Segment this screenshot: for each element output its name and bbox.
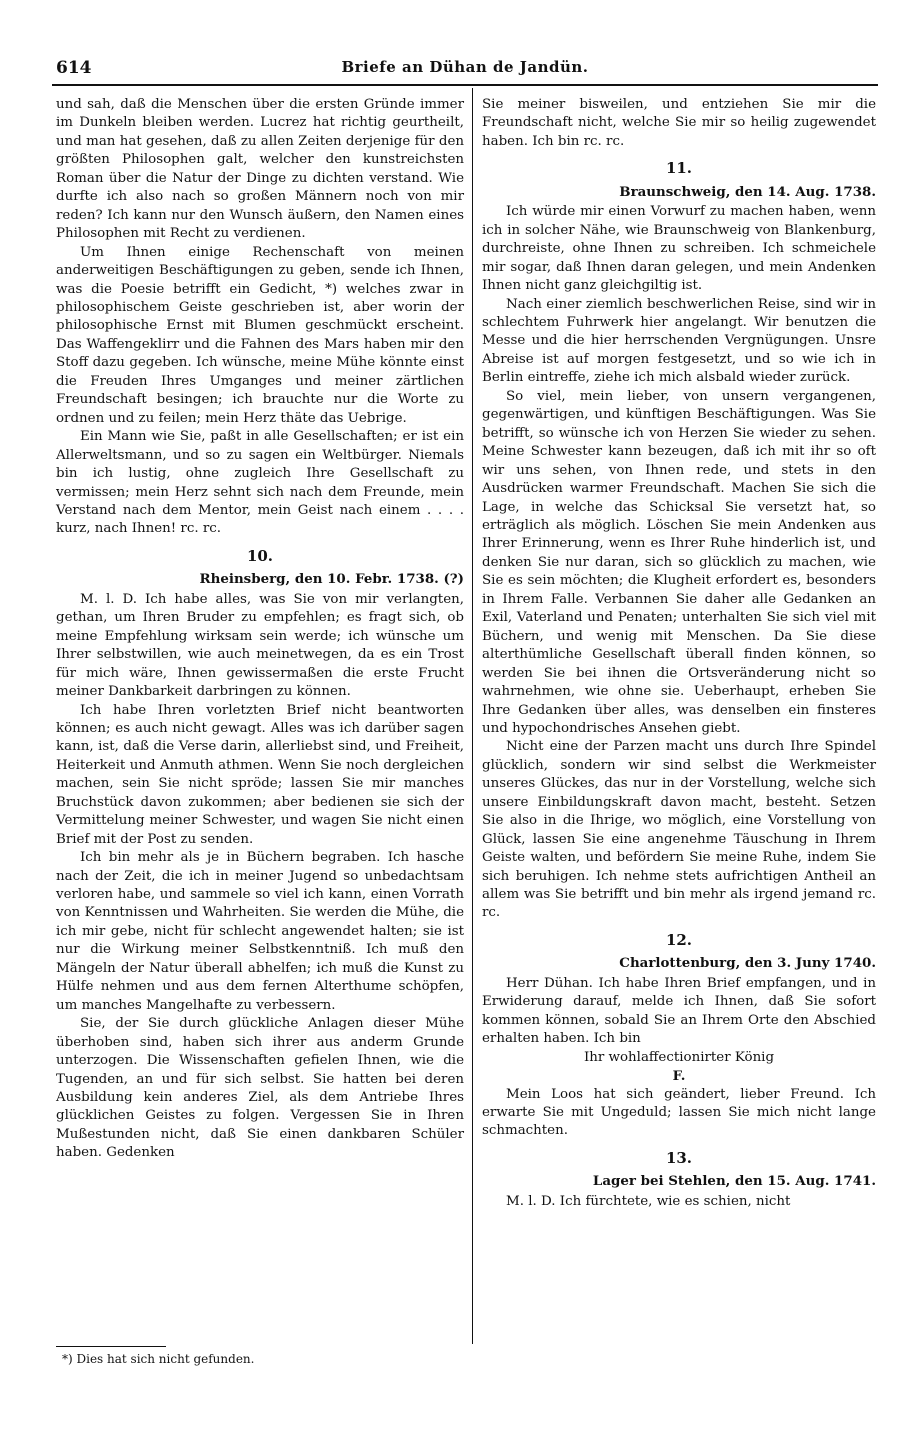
- paragraph: Ein Mann wie Sie, paßt in alle Gesellschaften; er ist ein Allerweltsmann, und so zu sagen ein Weltbürger. Niemals bin ich lustig, ohne zugleich Ihre Gesellschaft zu vermissen; mein Herz sehnt sich nach dem Freunde, mein Verstand nach dem Mentor, mein Geist nach einem . . . . kurz, nach Ihnen! rc. rc.: [56, 429, 464, 537]
- paragraph: Herr Dühan. Ich habe Ihren Brief empfangen, und in Erwiderung darauf, melde ich Ihnen, daß Sie sofort kommen können, sobald Sie an Ihrem Orte den Abschied erhalten haben. Ich bin: [482, 975, 876, 1047]
- paragraph: Ich habe Ihren vorletzten Brief nicht beantworten können; es auch nicht gewagt. Alles was ich darüber sagen kann, ist, daß die Verse darin, allerliebst sind, und Freiheit, Heiterkeit und Anmuth athmen. Wenn Sie noch dergleichen machen, sein Sie nicht spröde; lassen Sie mir manches Bruchstück davon zukommen; aber bedienen sie sich der Vermittelung meiner Schwester, und wagen Sie nicht einen Brief mit der Post zu senden.: [56, 702, 464, 847]
- letter-closing: Ihr wohlaffectionirter König: [583, 1049, 775, 1065]
- paragraph: So viel, mein lieber, von unsern vergangenen, gegenwärtigen, und künftigen Beschäftigungen. Was Sie betrifft, so wünsche ich von Herzen Sie wieder zu sehen. Meine Schwester kann bezeugen, daß ich mit ihr so oft wir uns sehen, von Ihnen rede, und stets in den Ausdrücken warmer Freundschaft. Machen Sie sich die Lage, in welche das Schicksal Sie versetzt hat, so erträglich als möglich. Löschen Sie mein Andenken aus Ihrer Erinnerung, wenn es Ihrer Ruhe hinderlich ist, und denken Sie nur daran, sich so glücklich zu machen, wie Sie es sein möchten; die Klugheit erfordert es, besonders in Ihrem Falle. Verbannen Sie daher alle Gedanken an Exil, Vaterland und Penaten; unterhalten Sie sich viel mit Büchern, und wenig mit Menschen. Da Sie diese alterthümliche Gesellschaft überall finden können, so werden Sie bei ihnen die Ortsveränderung nicht so wahrnehmen, wie ohne sie. Ueberhaupt, erheben Sie Ihre Gedanken über alles, was denselben ein finsteres und hypochondrisches Ansehen giebt.: [482, 388, 876, 736]
- paragraph: Sie, der Sie durch glückliche Anlagen dieser Mühe überhoben sind, haben sich ihrer aus anderm Grunde unterzogen. Die Wissenschaften gefielen Ihnen, wie die Tugenden, an und für sich selbst. Sie hatten bei deren Ausbildung kein anderes Ziel, als dem Antriebe Ihres glücklichen Geistes zu folgen. Vergessen Sie in Ihren Mußestunden nicht, daß Sie einen dankbaren Schüler haben. Gedenken: [56, 1016, 464, 1161]
- paragraph: Nach einer ziemlich beschwerlichen Reise, sind wir in schlechtem Fuhrwerk hier angelangt. Wir benutzen die Messe und die hier herrschenden Vergnügungen. Unsre Abreise ist auf morgen festgesetzt, und so wie ich in Berlin eintreffe, ziehe ich mich alsbald wieder zurück.: [482, 296, 876, 386]
- letter-dateline-11: Braunschweig, den 14. Aug. 1738.: [619, 183, 876, 200]
- paragraph: Ich würde mir einen Vorwurf zu machen haben, wenn ich in solcher Nähe, wie Braunschweig von Blankenburg, durchreiste, ohne Ihnen zu schreiben. Ich schmeichele mir sogar, daß Ihnen daran gelegen, und mein Andenken Ihnen nicht ganz gleichgiltig ist.: [482, 204, 876, 294]
- page-number: 614: [56, 58, 92, 78]
- signature: F.: [672, 1068, 686, 1085]
- footnote: *) Dies hat sich nicht gefunden.: [62, 1352, 255, 1366]
- header-rule: [52, 84, 878, 86]
- letter-number-12: 12.: [665, 930, 693, 949]
- paragraph: und sah, daß die Menschen über die ersten Gründe immer im Dunkeln bleiben werden. Lucrez hat richtig geurtheilt, und man hat gesehen, daß zu allen Zeiten derjenige für den größten Philosophen galt, welcher den kunstreichsten Roman über die Natur der Dinge zu dichten verstand. Wie durfte ich also nach so großen Männern noch von mir reden? Ich kann nur den Wunsch äußern, den Namen eines Philosophen mit Recht zu verdienen.: [56, 97, 464, 242]
- letter-number-11: 11.: [665, 159, 693, 178]
- page-header: [56, 58, 874, 80]
- paragraph: M. l. D. Ich fürchtete, wie es schien, nicht: [506, 1193, 791, 1209]
- letter-number-10: 10.: [246, 546, 274, 565]
- paragraph: Nicht eine der Parzen macht uns durch Ihre Spindel glücklich, sondern wir sind selbst die Werkmeister unseres Glückes, das nur in der Vorstellung, welche sich unsere Einbildungskraft davon macht, besteht. Setzen Sie also in die Ihrige, wo möglich, eine Vorstellung von Glück, lassen Sie eine angenehme Täuschung in Ihrem Geiste walten, und befördern Sie meine Ruhe, indem Sie sich beruhigen. Ich nehme stets aufrichtigen Antheil an allem was Sie betrifft und bin mehr als irgend jemand rc. rc.: [482, 739, 876, 921]
- letter-dateline-12: Charlottenburg, den 3. Juny 1740.: [619, 955, 876, 972]
- paragraph: Ich bin mehr als je in Büchern begraben. Ich hasche nach der Zeit, die ich in meiner Jugend so unbedachtsam verloren habe, und sammele so viel ich kann, einen Vorrath von Kenntnissen und Wahrheiten. Sie werden die Mühe, die ich mir gebe, nicht für schlecht angewendet halten; sie ist nur die Wirkung meiner Selbstkenntniß. Ich muß den Mängeln der Natur überall abhelfen; ich muß die Kunst zu Hülfe nehmen und aus dem fernen Alterthume schöpfen, um manches Mangelhafte zu verbessern.: [56, 850, 464, 1013]
- column-divider: [472, 88, 473, 1344]
- letter-dateline-10: Rheinsberg, den 10. Febr. 1738. (?): [199, 571, 464, 588]
- paragraph: Mein Loos hat sich geändert, lieber Freund. Ich erwarte Sie mit Ungeduld; lassen Sie mich nicht lange schmachten.: [482, 1086, 876, 1139]
- paragraph: Sie meiner bisweilen, und entziehen Sie mir die Freundschaft nicht, welche Sie mir so heilig zugewendet haben. Ich bin rc. rc.: [482, 97, 876, 149]
- letter-number-13: 13.: [665, 1148, 693, 1167]
- letter-dateline-13: Lager bei Stehlen, den 15. Aug. 1741.: [592, 1173, 876, 1190]
- running-title: Briefe an Dühan de Jandün.: [341, 58, 589, 76]
- right-column: [482, 96, 876, 1211]
- paragraph: M. l. D. Ich habe alles, was Sie von mir verlangten, gethan, um Ihren Bruder zu empfehlen; es fragt sich, ob meine Empfehlung wirksam sein werde; ich wünsche um Ihrer selbstwillen, wie auch meinetwegen, da es ein Trost für mich wäre, Ihnen gewissermaßen die erste Frucht meiner Dankbarkeit darbringen zu können.: [56, 591, 464, 700]
- left-column: [56, 96, 464, 1163]
- paragraph: Um Ihnen einige Rechenschaft von meinen anderweitigen Beschäftigungen zu geben, sende ich Ihnen, was die Poesie betrifft ein Gedicht, *) welches zwar in philosophischem Geiste geschrieben ist, aber worin der philosophische Ernst mit Blumen geschmückt erscheint. Das Waffengeklirr und die Fahnen des Mars haben mir den Stoff dazu gegeben. Ich wünsche, meine Mühe könnte einst die Freuden Ihres Umganges und meiner zärtlichen Freundschaft besingen; ich brauchte nur die Worte zu ordnen und zu feilen; mein Herz thäte das Uebrige.: [56, 244, 464, 426]
- footnote-rule: [56, 1346, 166, 1347]
